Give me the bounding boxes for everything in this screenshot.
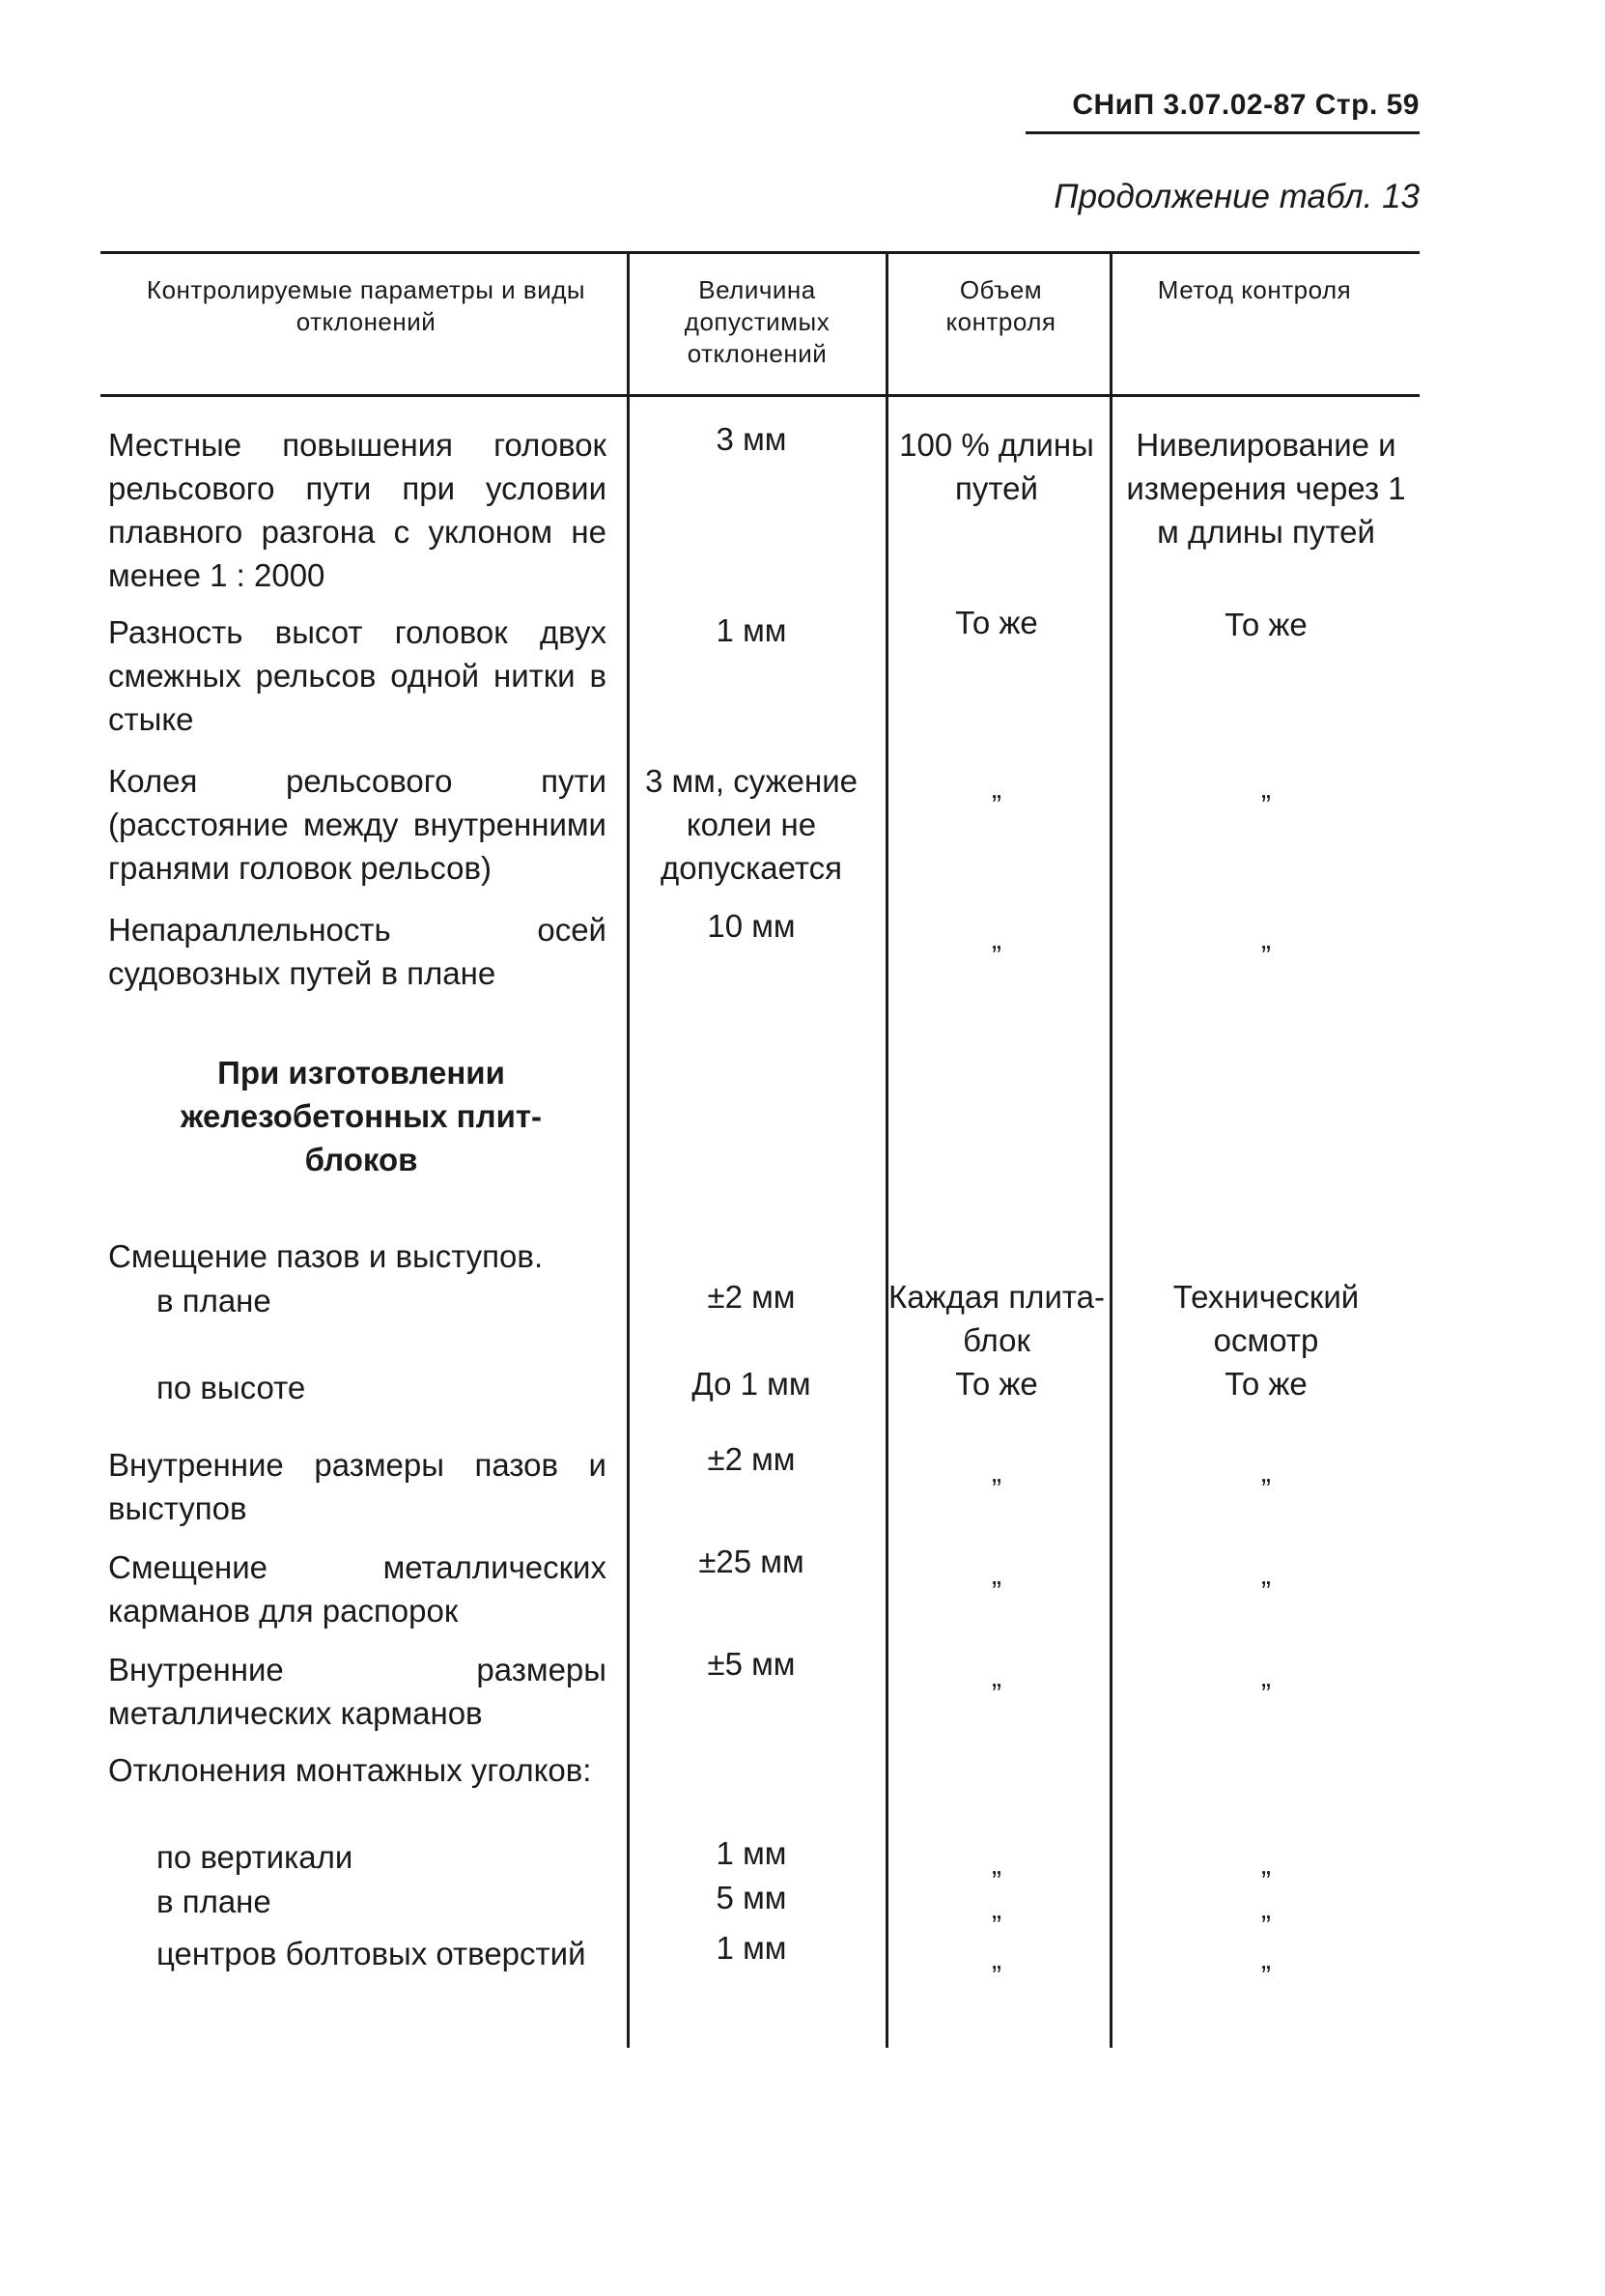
table-row-14-volume: „: [992, 1943, 1001, 1975]
table-row-7-param: по высоте: [156, 1370, 306, 1405]
column-divider-3: [1110, 251, 1112, 2048]
table-top-rule: [100, 251, 1420, 254]
table-row-8-method: „: [1261, 1457, 1271, 1488]
table-row-9-method: „: [1261, 1559, 1271, 1591]
table-row-9-volume: „: [992, 1559, 1001, 1591]
table-row-8-volume: „: [992, 1457, 1001, 1488]
table-row-4-method: „: [1261, 923, 1271, 955]
table-row-4-value: 10 мм: [707, 908, 796, 944]
table-row-13-volume: „: [992, 1893, 1001, 1925]
table-row-12-method: „: [1261, 1849, 1271, 1881]
table-row-2-volume: То же: [955, 605, 1038, 640]
table-row-2-value: 1 мм: [716, 612, 787, 648]
table-row-12-value: 1 мм: [716, 1835, 787, 1871]
table-row-12-volume: „: [992, 1849, 1001, 1881]
table-row-2-method: То же: [1225, 607, 1308, 642]
table-row-13-value: 5 мм: [716, 1880, 787, 1915]
table-row-9-value: ±25 мм: [698, 1544, 804, 1579]
page-header-doc-ref: СНиП 3.07.02-87 Стр. 59: [1026, 89, 1420, 134]
table-continuation-label: Продолжение табл. 13: [1054, 178, 1420, 215]
table-row-10-param: Внутренние размеры металлических карманов: [108, 1652, 606, 1731]
table-row-11-param: Отклонения монтажных уголков:: [108, 1752, 592, 1788]
table-row-13-method: „: [1261, 1893, 1271, 1925]
table-row-8-param: Внутренние размеры пазов и выступов: [108, 1447, 606, 1526]
table-row-7-volume: То же: [955, 1366, 1038, 1402]
column-header-volume: Объем контроля: [945, 275, 1056, 336]
table-header-rule: [100, 394, 1420, 397]
table-row-7-value: До 1 мм: [691, 1366, 811, 1402]
column-header-parameters: Контролируемые параметры и виды отклонений: [146, 275, 586, 336]
table-row-8-value: ±2 мм: [707, 1441, 796, 1477]
table-row-1-value: 3 мм: [716, 421, 787, 457]
table-row-3-method: „: [1261, 773, 1271, 805]
table-row-2-param: Разность высот головок двух смежных рельсов одной нитки в стыке: [108, 614, 606, 737]
table-row-4-volume: „: [992, 923, 1001, 955]
table-row-3-param: Колея рельсового пути (расстояние между внутренними гранями головок рельсов): [108, 763, 606, 886]
table-row-5-param: Смещение пазов и выступов.: [108, 1238, 544, 1274]
table-row-1-method: Нивелирование и измерения через 1 м длины путей: [1126, 427, 1406, 550]
table-row-10-volume: „: [992, 1661, 1001, 1693]
section-title: При изготовлении железобетонных плит-блоков: [180, 1055, 543, 1177]
table-row-6-value: ±2 мм: [707, 1279, 796, 1315]
column-header-tolerance: Величина допустимых отклонений: [684, 275, 831, 368]
table-row-12-param: по вертикали: [156, 1839, 353, 1875]
table-row-14-value: 1 мм: [716, 1930, 787, 1966]
column-divider-1: [627, 251, 630, 2048]
table-row-6-volume: Каждая плита-блок: [888, 1279, 1105, 1358]
table-row-13-param: в плане: [156, 1884, 271, 1919]
table-row-1-volume: 100 % длины путей: [899, 427, 1094, 506]
table-row-14-method: „: [1261, 1943, 1271, 1975]
table-row-7-method: То же: [1225, 1366, 1308, 1402]
column-divider-2: [886, 251, 888, 2048]
column-header-method: Метод контроля: [1157, 275, 1352, 304]
table-row-6-method: Технический осмотр: [1172, 1279, 1360, 1358]
table-row-3-value: 3 мм, сужение колеи не допускается: [644, 763, 859, 886]
table-row-1-param: Местные повышения головок рельсового пути при условии плавного разгона с уклоном не менее 1 : 2000: [108, 427, 606, 593]
table-row-4-param: Непараллельность осей судовозных путей в плане: [108, 912, 606, 991]
table-row-14-param: центров болтовых отверстий: [156, 1936, 586, 1971]
table-row-3-volume: „: [992, 773, 1001, 805]
table-row-10-value: ±5 мм: [707, 1646, 796, 1682]
table-row-10-method: „: [1261, 1661, 1271, 1693]
table-row-9-param: Смещение металлических карманов для распорок: [108, 1549, 606, 1629]
table-row-6-param: в плане: [156, 1283, 271, 1318]
tolerance-table: [100, 251, 1420, 2048]
